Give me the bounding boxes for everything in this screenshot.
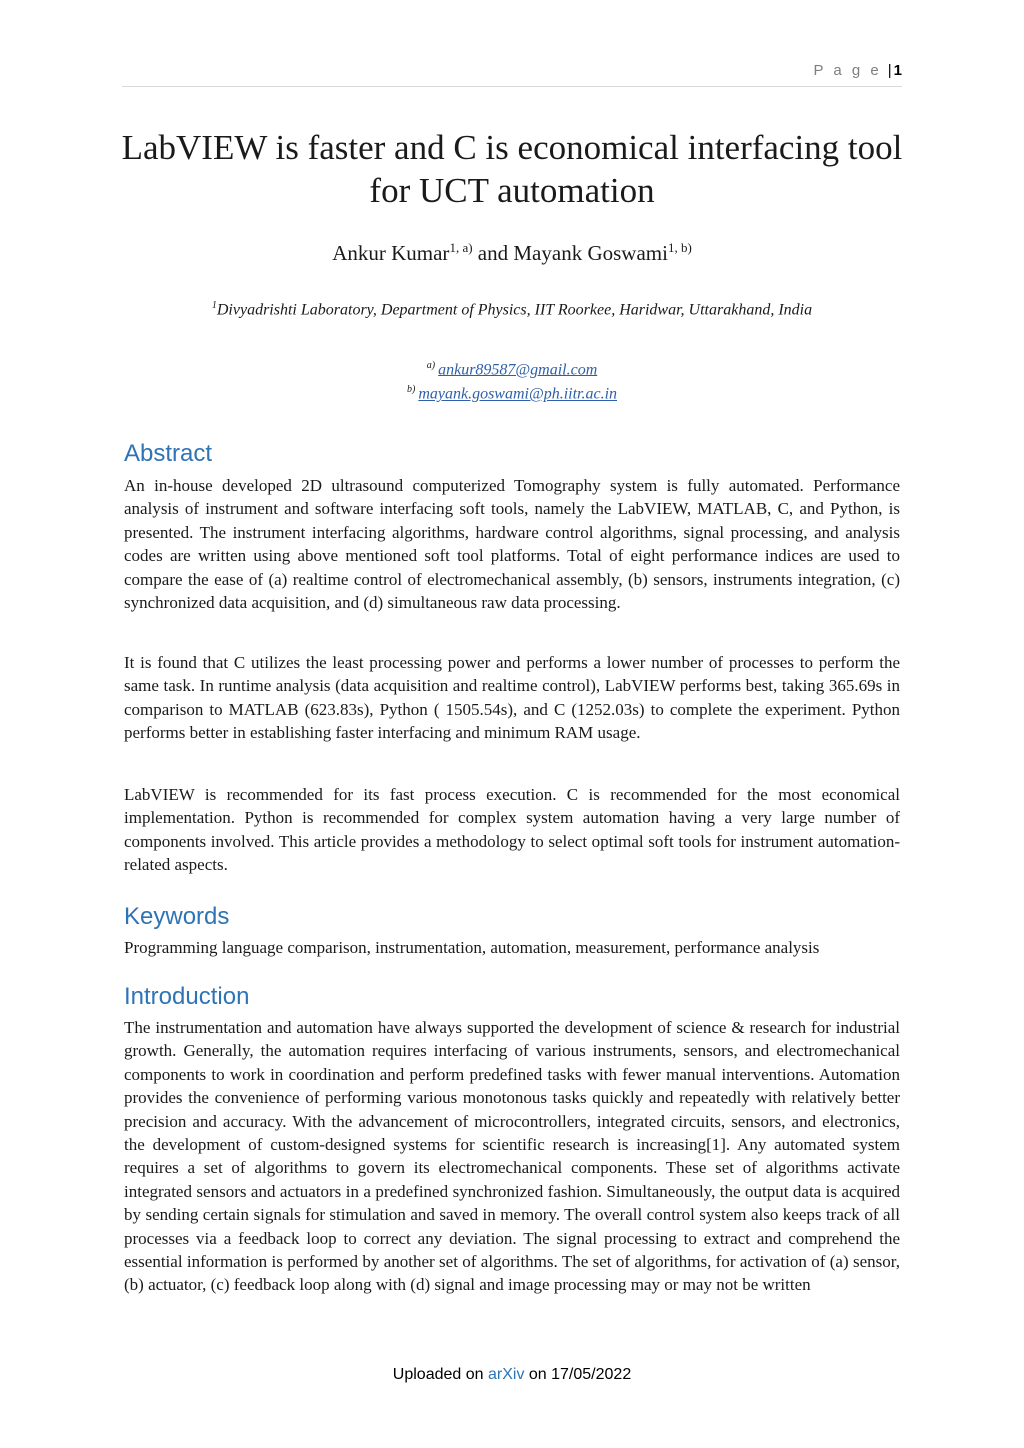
abstract-paragraph: An in-house developed 2D ultrasound computerized Tomography system is fully automated. Performance analysis of instrument and software interfacing soft tools, namely the LabVIEW, MATLAB, C, and Python, is presented. The instrument interfacing algorithms, hardware control algorithms, signal processing, and analysis codes are written using above mentioned soft tool platforms. Total of eight performance indices are used to compare the ease of (a) realtime control of electromechanical assembly, (b) sensors, instruments integration, (c) synchronized data acquisition, and (d) simultaneous raw data processing. [124,476,900,613]
introduction-heading: Introduction [124,983,250,1010]
page-header [122,62,902,87]
author-name: Mayank Goswami [513,241,668,265]
email-marker: b) [406,384,416,396]
page-number: 1 [893,62,902,79]
author-superscript: 1, a) [449,240,473,255]
email-line [100,380,924,404]
author-list [100,240,924,266]
email-marker: a) [426,360,436,371]
page-separator: | [887,62,892,79]
abstract-paragraph: LabVIEW is recommended for its fast process execution. C is recommended for the most economical implementation. Python is recommended for complex system automation having a very large number of components involved. This article provides a methodology to select optimal soft tools for instrument automation-related aspects. [124,785,900,875]
page-label: P a g e [813,62,882,79]
page-footer [0,1366,1024,1384]
email-link[interactable]: mayank.goswami@ph.iitr.ac.in [418,385,618,403]
email-link[interactable]: ankur89587@gmail.com [438,361,598,379]
affiliation [100,300,924,319]
email-list [100,356,924,405]
keywords-heading: Keywords [124,903,230,930]
abstract-paragraph: It is found that C utilizes the least processing power and performs a lower number of processes to perform the same task. In runtime analysis (data acquisition and realtime control), LabVIEW performs best, taking 365.69s in comparison to MATLAB (623.83s), Python ( 1505.54s), and C (1252.03s) to complete the experiment. Python performs better in establishing faster interfacing and minimum RAM usage. [124,653,900,743]
authors-joiner: and [477,241,509,265]
abstract-heading: Abstract [124,440,213,467]
keywords-text: Programming language comparison, instrumentation, automation, measurement, performance analysis [124,938,820,957]
email-line [100,356,924,380]
introduction-paragraph: The instrumentation and automation have always supported the development of science & research for industrial growth. Generally, the automation requires interfacing of various instruments, sensors, and electromechanical components to work in coordination and perform predefined tasks with fewer manual interventions. Automation provides the convenience of performing various monotonous tasks quickly and repeatedly with relatively better precision and accuracy. With the advancement of microcontrollers, integrated circuits, sensors, and electronics, the development of custom-designed systems for scientific research is increasing[1]. Any automated system requires a set of algorithms to govern its electromechanical components. These set of algorithms activate integrated sensors and actuators in a predefined synchronized fashion. Simultaneously, the output data is acquired by sending certain signals for stimulation and saved in memory. The overall control system also keeps track of all processes via a feedback loop to correct any deviation. The signal processing to extract and comprehend the essential information is performed by another set of algorithms. The set of algorithms, for activation of (a) sensor, (b) actuator, (c) feedback loop along with (d) signal and image processing may or may not be written [124,1018,900,1295]
affiliation-marker: 1 [211,300,217,311]
affiliation-text: Divyadrishti Laboratory, Department of Physics, IIT Roorkee, Haridwar, Uttarakhand, India [216,301,813,319]
footer-source: arXiv [487,1366,525,1383]
author-superscript: 1, b) [667,240,692,255]
footer-suffix: on 17/05/2022 [528,1366,632,1383]
author-name: Ankur Kumar [332,241,450,265]
footer-prefix: Uploaded on [392,1366,484,1383]
paper-title: LabVIEW is faster and C is economical interfacing tool for UCT automation [121,128,903,210]
